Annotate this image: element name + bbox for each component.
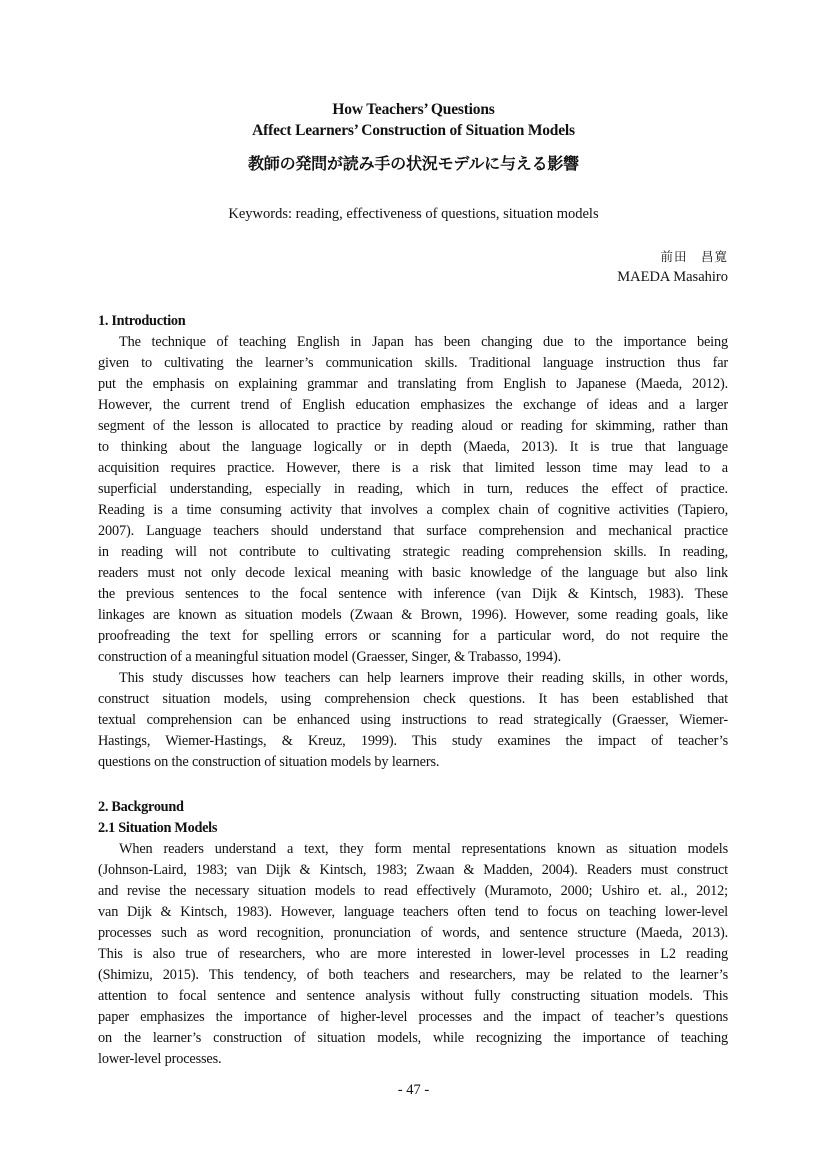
section-heading: 1. Introduction — [98, 313, 186, 329]
text-line: textual comprehension can be enhanced using instructions to read strategically (Graesser, Wiemer- — [98, 712, 728, 728]
text-line: the previous sentences to the focal sentence with inference (van Dijk & Kintsch, 1983). These — [98, 586, 728, 602]
text-line: superficial understanding, especially in reading, which in turn, reduces the effect of practice. — [98, 481, 728, 497]
paper-title-line-2: Affect Learners’ Construction of Situation Models — [252, 122, 575, 139]
text-line: van Dijk & Kintsch, 1983). However, language teachers often tend to focus on teaching lower-level — [98, 904, 728, 920]
text-line: construction of a meaningful situation model (Graesser, Singer, & Trabasso, 1994). — [98, 649, 562, 665]
paragraph — [98, 839, 728, 1070]
text-line: (Shimizu, 2015). This tendency, of both teachers and researchers, may be related to the learner’s — [98, 967, 728, 983]
text-line: given to cultivating the learner’s communication skills. Traditional language instruction thus far — [98, 355, 728, 371]
text-line: (Johnson-Laird, 1983; van Dijk & Kintsch, 1983; Zwaan & Madden, 2004). Readers must construct — [98, 862, 728, 878]
keywords: Keywords: reading, effectiveness of questions, situation models — [228, 206, 599, 222]
author-name-japanese: 前田 昌寛 — [660, 249, 728, 264]
page-number: - 47 - — [397, 1082, 430, 1098]
text-line: lower-level processes. — [98, 1051, 222, 1067]
text-line: This study discusses how teachers can help learners improve their reading skills, in other words, — [119, 670, 728, 686]
section-background — [98, 797, 728, 1070]
author-name-english: MAEDA Masahiro — [617, 269, 728, 285]
text-line: readers must not only decode lexical meaning with basic knowledge of the language but also link — [98, 565, 728, 581]
text-line: and revise the necessary situation models to read effectively (Muramoto, 2000; Ushiro et. al., 2012; — [98, 883, 728, 899]
text-line: in reading will not contribute to cultivating strategic reading comprehension skills. In reading, — [98, 544, 728, 560]
text-line: to thinking about the language logically or in depth (Maeda, 2013). It is true that language — [98, 439, 728, 455]
paragraph — [98, 332, 728, 668]
text-line: segment of the lesson is allocated to practice by reading aloud or reading for skimming, rather than — [98, 418, 728, 434]
text-line: This is also true of researchers, who are more interested in lower-level processes in L2 reading — [98, 946, 728, 962]
text-line: attention to focal sentence and sentence analysis without fully constructing situation models. This — [98, 988, 728, 1004]
text-line: questions on the construction of situation models by learners. — [98, 754, 440, 770]
paragraph — [98, 668, 728, 773]
text-line: Reading is a time consuming activity that involves a complex chain of cognitive activities (Tapiero, — [98, 502, 728, 518]
text-line: However, the current trend of English education emphasizes the exchange of ideas and a larger — [98, 397, 728, 413]
section-introduction — [98, 311, 728, 773]
text-line: on the learner’s construction of situation models, while recognizing the importance of teaching — [98, 1030, 728, 1046]
text-line: paper emphasizes the importance of higher-level processes and the impact of teacher’s questions — [98, 1009, 728, 1025]
text-line: When readers understand a text, they form mental representations known as situation models — [119, 841, 728, 857]
text-line: processes such as word recognition, pronunciation of words, and sentence structure (Maeda, 2013). — [98, 925, 728, 941]
text-line: acquisition requires practice. However, there is a risk that limited lesson time may lead to a — [98, 460, 728, 476]
text-line: 2007). Language teachers should understand that surface comprehension and mechanical practice — [98, 523, 728, 539]
text-line: put the emphasis on explaining grammar and translating from English to Japanese (Maeda, 2012). — [98, 376, 728, 392]
text-line: Hastings, Wiemer-Hastings, & Kreuz, 1999). This study examines the impact of teacher’s — [98, 733, 728, 749]
text-line: proofreading the text for spelling errors or scanning for a particular word, do not require the — [98, 628, 728, 644]
section-heading: 2. Background — [98, 799, 184, 815]
text-line: construct situation models, using comprehension check questions. It has been established that — [98, 691, 728, 707]
paper-title-line-1: How Teachers’ Questions — [332, 101, 495, 118]
subsection-heading: 2.1 Situation Models — [98, 820, 218, 836]
text-line: The technique of teaching English in Japan has been changing due to the importance being — [119, 334, 728, 350]
text-line: linkages are known as situation models (Zwaan & Brown, 1996). However, some reading goals, like — [98, 607, 728, 623]
paper-title-japanese: 教師の発問が読み手の状況モデルに与える影響 — [247, 154, 579, 173]
